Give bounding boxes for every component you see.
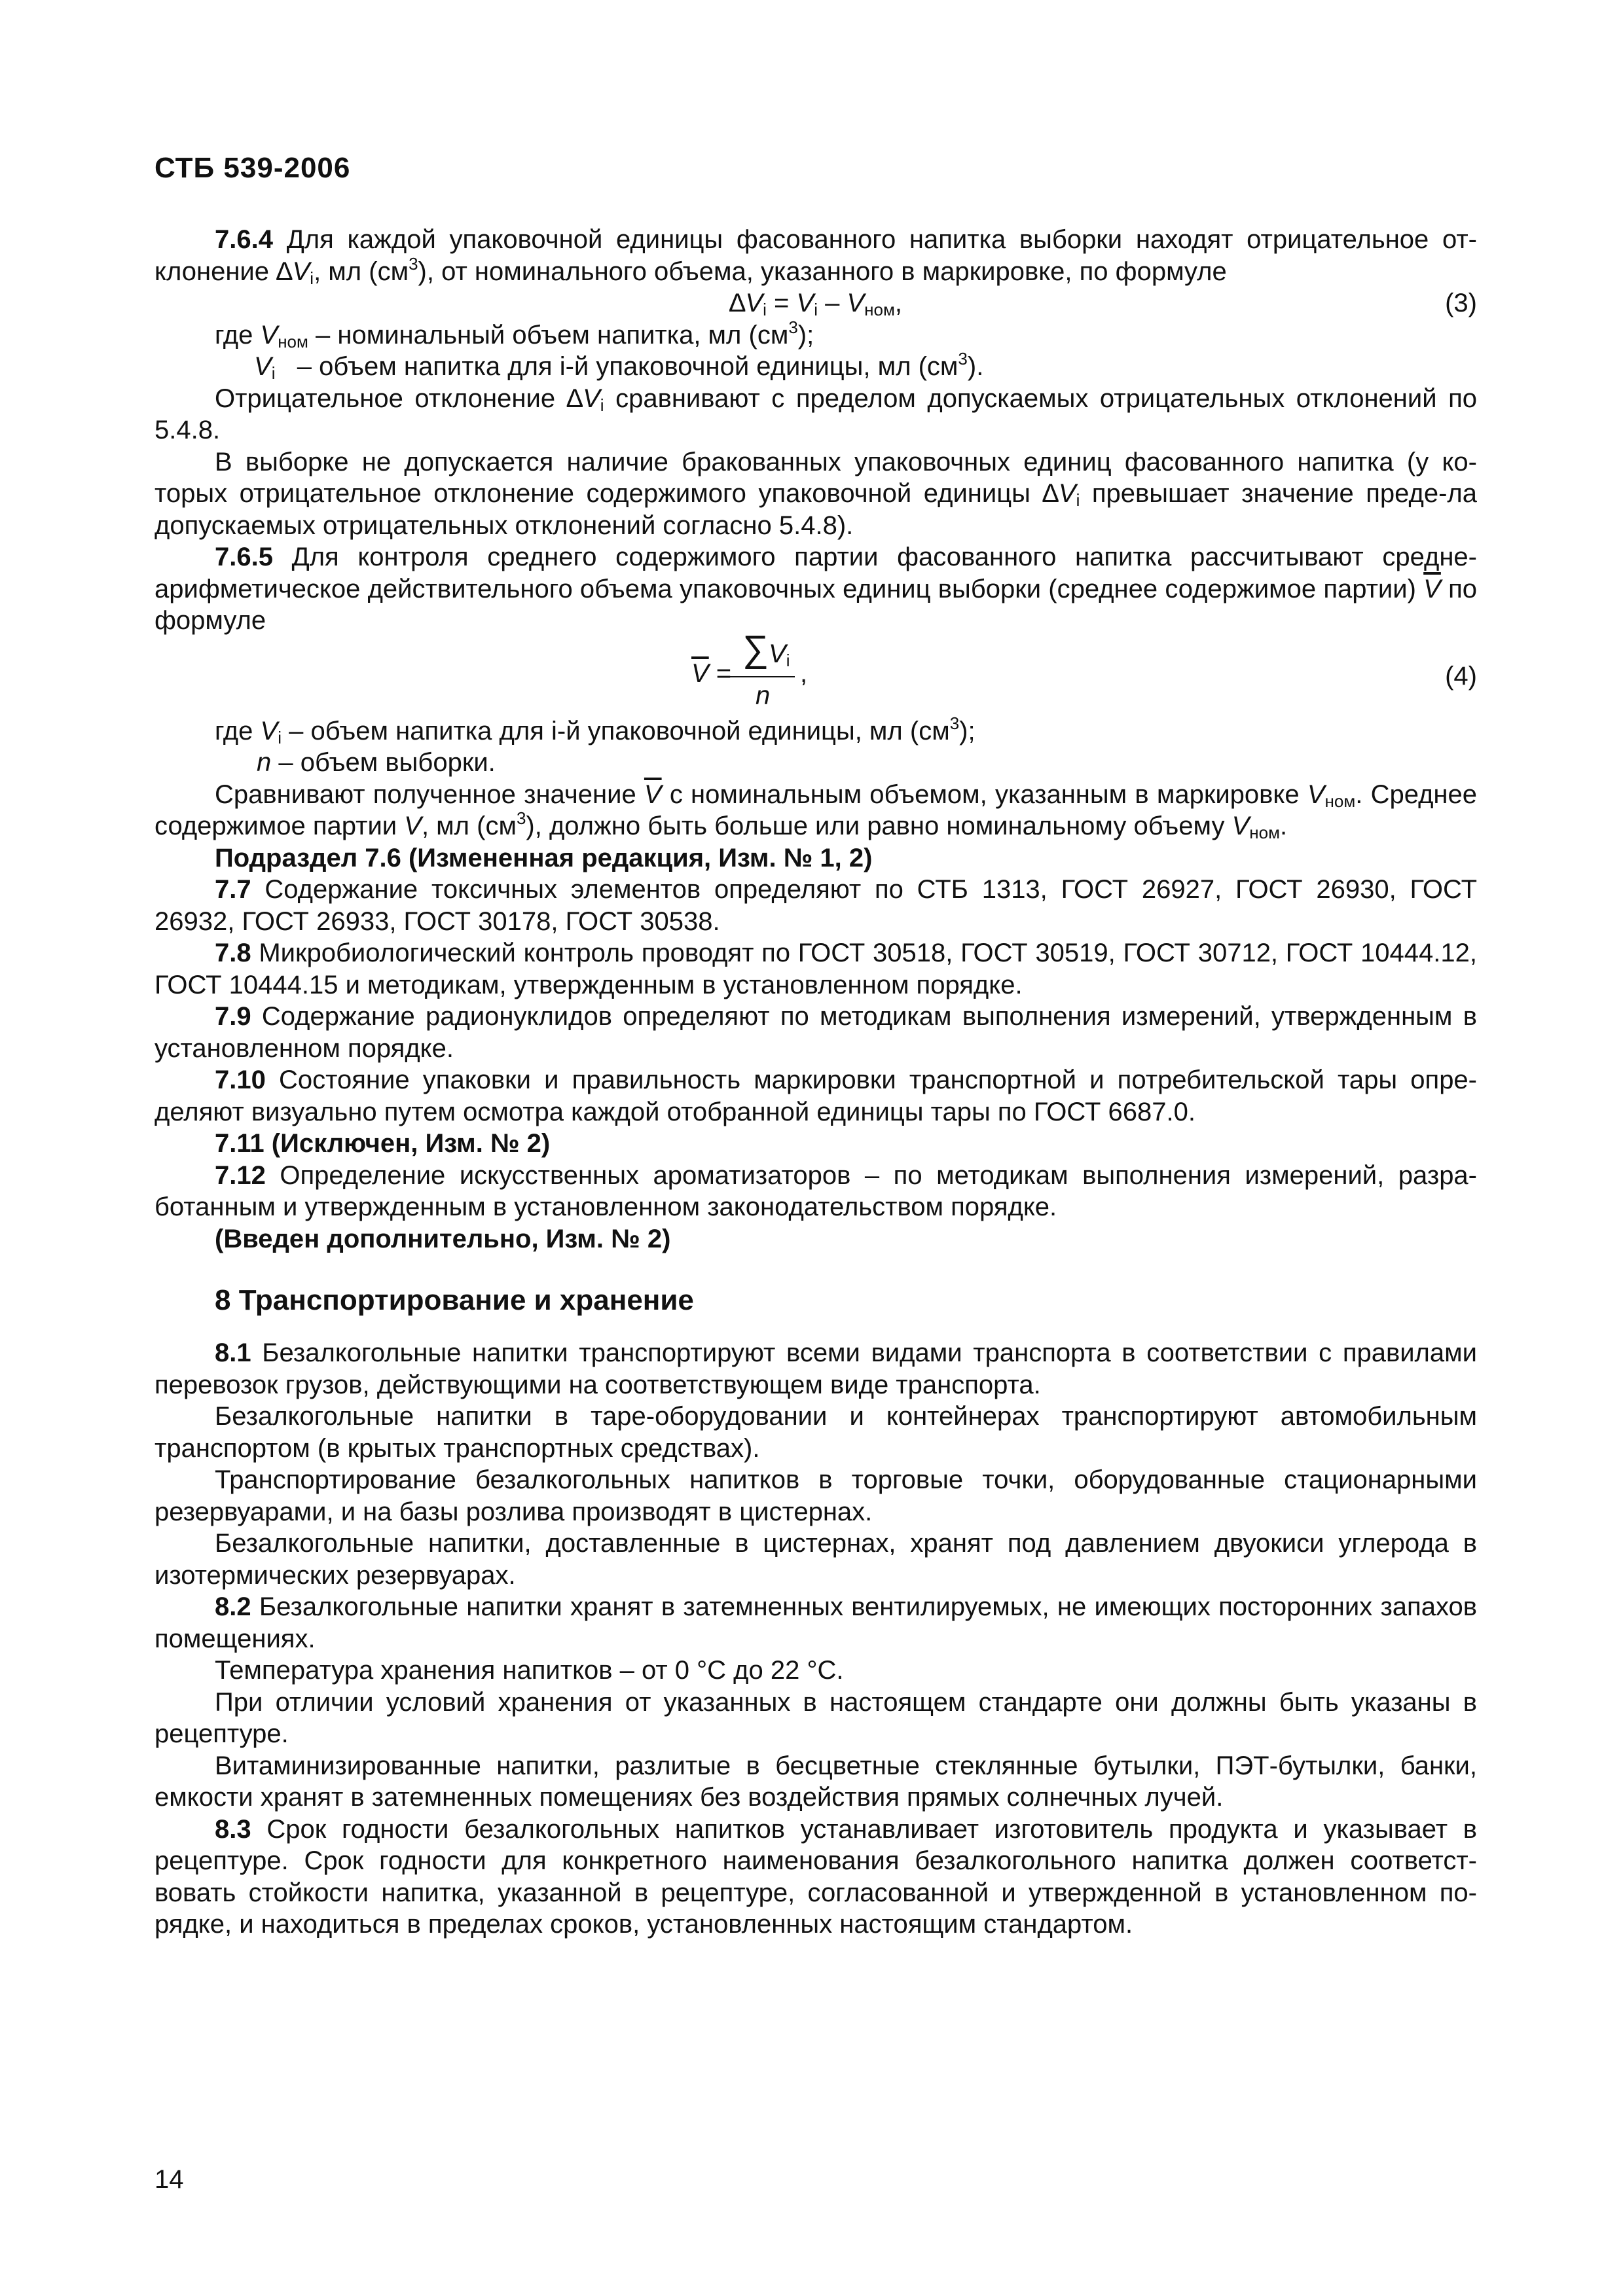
paragraph-8-1-b: Безалкогольные напитки в таре-оборудовании и контейнерах транспортируют автомобильным транспортом (в крытых транспортных средствах). <box>155 1402 1477 1463</box>
paragraph-mean: Сравнивают полученное значение $\overline{V}$ с номинальным объемом, указанным в маркировке $V_{ном}$. Среднее содержимое партии V, мл $(см^3)$, должно быть больше или равно номинальному объему $V_{ном}$. <box>155 780 1477 842</box>
paragraph-7-12: 7.12 Определение искусственных ароматизаторов – по методикам выполнения измерений, разра-ботанным и утвержденным в установленном законодательством порядке. <box>155 1160 1477 1221</box>
paragraph-8-2-b: Температура хранения напитков – от 0 °С до 22 °С. <box>215 1656 844 1685</box>
paragraph-7-11: 7.11 (Исключен, Изм. № 2) <box>215 1129 551 1158</box>
clause-number: 7.6.5 <box>215 543 273 571</box>
paragraph-7-10: 7.10 Состояние упаковки и правильность маркировки транспортной и потребительской тары опре-деляют визуально путем осмотра каждой отобранной единицы тары по ГОСТ 6687.0. <box>155 1066 1477 1126</box>
paragraph-defect: В выборке не допускается наличие бракованных упаковочных единиц фасованного напитка (у ко-торых отрицательное отклонение содержимого упаковочной единицы $\Delta V_i$ превышает значение преде-ла допускаемых отрицательных отклонений согласно 5.4.8). <box>155 447 1477 540</box>
formula-3-where-2: $V_i$ – объем напитка для i-й упаковочной единицы, мл $(см^3)$. <box>254 349 984 383</box>
paragraph-compare: Отрицательное отклонение $\Delta V_i$ сравнивают с пределом допускаемых отрицательных отклонений по 5.4.8. <box>155 384 1477 444</box>
paragraph-8-1-c: Транспортирование безалкогольных напитков в торговые точки, оборудованные стационарными резервуарами, и на базы розлива производят в цистернах. <box>155 1465 1477 1526</box>
clause-number: 8.1 <box>215 1338 251 1367</box>
clause-number: 7.8 <box>215 939 251 967</box>
sum-symbol: ∑ <box>742 627 769 669</box>
paragraph-8-2: 8.2 Безалкогольные напитки хранят в затемненных вентилируемых, не имеющих посторонних запахов помещениях. <box>155 1592 1477 1653</box>
page-number: 14 <box>155 2165 184 2194</box>
clause-number: 8.3 <box>215 1814 251 1844</box>
paragraph-7-7: 7.7 Содержание токсичных элементов определяют по СТБ 1313, ГОСТ 26927, ГОСТ 26930, ГОСТ 26932, ГОСТ 26933, ГОСТ 30178, ГОСТ 30538. <box>155 875 1477 936</box>
paragraph-7-8: 7.8 Микробиологический контроль проводят по ГОСТ 30518, ГОСТ 30519, ГОСТ 30712, ГОСТ 10444.12, ГОСТ 10444.15 и методикам, утвержденным в установленном порядке. <box>155 939 1477 999</box>
fraction-bar <box>729 676 795 677</box>
formula-number: (3) <box>1445 289 1477 317</box>
clause-number: 7.7 <box>215 875 251 904</box>
formula-3: $\Delta V_i = V_i - V_{ном}$, (3) <box>729 289 1477 319</box>
document-body <box>155 224 1477 1941</box>
paragraph-7-9: 7.9 Содержание радионуклидов определяют по методикам выполнения измерений, утвержденным в установленном порядке. <box>155 1002 1477 1063</box>
paragraph-8-3: 8.3 Срок годности безалкогольных напитков устанавливает изготовитель продукта и указывает в рецептуре. Срок годности для конкретного наименования безалкогольного напитка должен соответст-вовать стойкости напитка, указанной в рецептуре, согласованной и утвержденной в установленном по-рядке, и находиться в пределах сроков, установленных настоящим стандартом. <box>155 1814 1477 1939</box>
formula-3-where-1: где $V_{ном}$ – номинальный объем напитка, мл $(см^3)$; <box>215 317 814 351</box>
paragraph-8-1: 8.1 Безалкогольные напитки транспортируют всеми видами транспорта в соответствии с правилами перевозок грузов, действующими на соответствующем виде транспорта. <box>155 1338 1477 1399</box>
clause-number: 7.10 <box>215 1066 266 1094</box>
formula-4: $\overline{V}$ = ∑ $V_i$ n , (4) <box>691 627 1477 710</box>
paragraph-8-2-d: Витаминизированные напитки, разлитые в бесцветные стеклянные бутылки, ПЭТ-бутылки, банки, емкости хранят в затемненных помещениях без воздействия прямых солнечных лучей. <box>155 1751 1477 1812</box>
amendment-note-7-6: Подраздел 7.6 (Измененная редакция, Изм. № 1, 2) <box>215 843 873 872</box>
paragraph-8-1-d: Безалкогольные напитки, доставленные в цистернах, хранят под давлением двуокиси углерода в изотермических резервуарах. <box>155 1529 1477 1590</box>
clause-number: 8.2 <box>215 1592 251 1621</box>
document-header: СТБ 539-2006 <box>155 152 351 184</box>
paragraph-8-2-c: При отличии условий хранения от указанных в настоящем стандарте они должны быть указаны в рецептуре. <box>155 1687 1477 1748</box>
formula-4-where-2: n – объем выборки. <box>257 748 496 777</box>
clause-number: 7.12 <box>215 1160 266 1190</box>
formula-4-where-1: где $V_i$ – объем напитка для i-й упаковочной единицы, мл $(см^3)$; <box>215 713 976 747</box>
paragraph-7-6-5: 7.6.5 Для контроля среднего содержимого партии фасованного напитка рассчитывают средне-арифметическое действительного объема упаковочных единиц выборки (среднее содержимое партии) $\overline{V}$ по формуле <box>155 543 1477 635</box>
formula-number: (4) <box>1445 661 1477 691</box>
paragraph-7-6-4: 7.6.4 Для каждой упаковочной единицы фасованного напитка выборки находят отрицательное от-клонение $\Delta V_i$, мл $(см^3)$, от номинального объема, указанного в маркировке, по формуле <box>155 225 1477 288</box>
section-8-heading: 8 Транспортирование и хранение <box>215 1284 694 1316</box>
clause-number: 7.9 <box>215 1002 251 1031</box>
clause-number: 7.6.4 <box>215 225 273 254</box>
amendment-note-7-12: (Введен дополнительно, Изм. № 2) <box>215 1224 671 1253</box>
